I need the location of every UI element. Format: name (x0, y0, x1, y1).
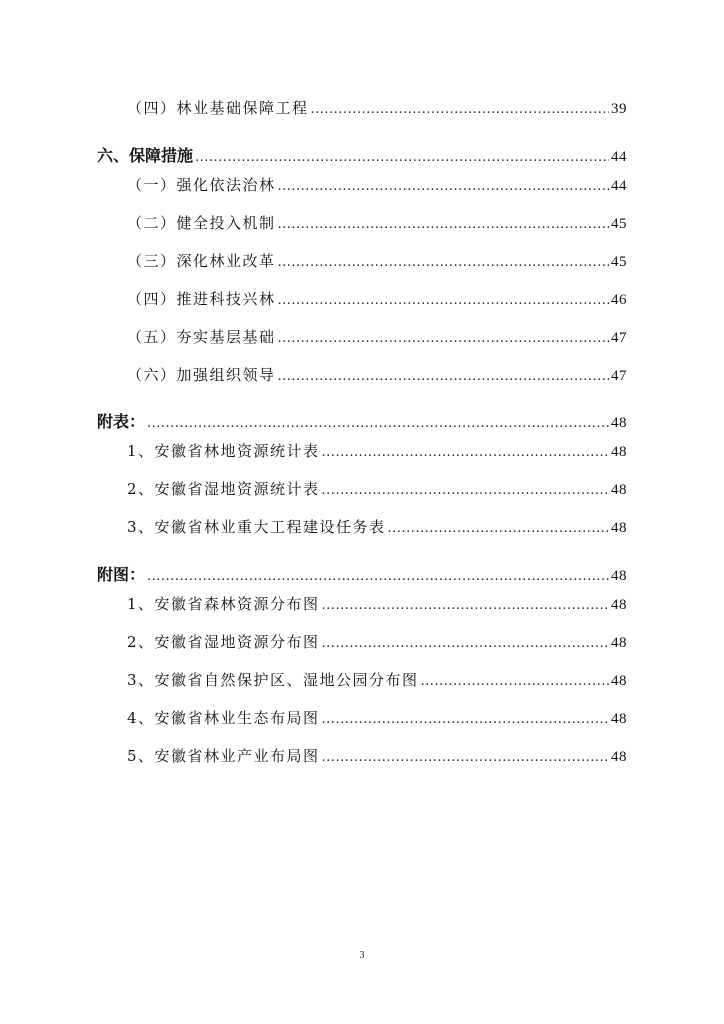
toc-entry[interactable] (0, 174, 724, 198)
toc-leader-dots (278, 293, 609, 308)
toc-entry-page: 48 (611, 568, 627, 584)
toc-entry-label: 3、安徽省林业重大工程建设任务表 (127, 518, 386, 536)
toc-entry-page: 48 (611, 597, 627, 613)
toc-leader-dots (322, 598, 609, 613)
toc-entry[interactable] (0, 364, 724, 388)
toc-entry[interactable] (0, 250, 724, 274)
toc-leader-dots (278, 331, 609, 346)
toc-leader-dots (278, 217, 609, 232)
toc-leader-dots (278, 369, 609, 384)
toc-entry-label: （一）强化依法治林 (127, 176, 276, 194)
toc-entry-page: 44 (611, 178, 627, 194)
toc-entry-page: 44 (611, 149, 627, 165)
toc-entry-page: 47 (611, 368, 627, 384)
toc-leader-dots (322, 712, 609, 727)
toc-entry[interactable] (0, 707, 724, 731)
toc-entry-page: 48 (611, 415, 627, 431)
toc-leader-dots (322, 483, 609, 498)
toc-entry-label: 5、安徽省林业产业布局图 (127, 747, 320, 765)
toc-entry-page: 48 (611, 673, 627, 689)
toc-entry-label: （五）夯实基层基础 (127, 328, 276, 346)
toc-entry[interactable] (0, 593, 724, 617)
toc-entry[interactable] (0, 326, 724, 350)
toc-entry[interactable] (0, 478, 724, 502)
toc-entry-label: 2、安徽省湿地资源分布图 (127, 633, 320, 651)
toc-entry[interactable] (0, 745, 724, 769)
toc-entry-page: 48 (611, 520, 627, 536)
toc-entry-page: 47 (611, 330, 627, 346)
toc-leader-dots (278, 179, 609, 194)
toc-entry[interactable] (0, 669, 724, 693)
toc-leader-dots (322, 445, 609, 460)
toc-entry-label: 3、安徽省自然保护区、湿地公园分布图 (127, 671, 419, 689)
toc-entry-page: 39 (611, 101, 627, 117)
toc-entry[interactable] (0, 440, 724, 464)
toc-leader-dots (147, 569, 609, 584)
toc-entry[interactable] (0, 516, 724, 540)
toc-entry-label: （二）健全投入机制 (127, 214, 276, 232)
toc-entry-page: 48 (611, 482, 627, 498)
toc-leader-dots (421, 674, 609, 689)
toc-entry-label: 附表： (97, 412, 146, 431)
toc-leader-dots (278, 255, 609, 270)
toc-entry-label: 六、保障措施 (97, 146, 194, 165)
toc-entry[interactable] (0, 631, 724, 655)
toc-entry-page: 48 (611, 444, 627, 460)
toc-section-heading[interactable] (0, 143, 724, 167)
toc-entry[interactable] (0, 97, 724, 121)
toc-entry-page: 48 (611, 711, 627, 727)
toc-entry-page: 48 (611, 635, 627, 651)
toc-entry[interactable] (0, 212, 724, 236)
toc-entry-page: 46 (611, 292, 627, 308)
page-number: 3 (359, 950, 365, 961)
toc-entry-label: 1、安徽省森林资源分布图 (127, 595, 320, 613)
toc-entry-label: （六）加强组织领导 (127, 366, 276, 384)
toc-entry-label: 附图： (97, 565, 146, 584)
toc-leader-dots (311, 102, 609, 117)
toc-entry[interactable] (0, 288, 724, 312)
toc-leader-dots (195, 150, 609, 165)
toc-section-heading[interactable] (0, 409, 724, 433)
toc-leader-dots (322, 750, 609, 765)
toc-entry-label: （四）推进科技兴林 (127, 290, 276, 308)
toc-entry-label: （三）深化林业改革 (127, 252, 276, 270)
toc-entry-label: 4、安徽省林业生态布局图 (127, 709, 320, 727)
toc-entry-label: （四）林业基础保障工程 (127, 99, 309, 117)
toc-leader-dots (147, 416, 609, 431)
toc-leader-dots (388, 521, 609, 536)
toc-entry-label: 1、安徽省林地资源统计表 (127, 442, 320, 460)
toc-section-heading[interactable] (0, 562, 724, 586)
toc-leader-dots (322, 636, 609, 651)
toc-entry-page: 45 (611, 216, 627, 232)
toc-entry-label: 2、安徽省湿地资源统计表 (127, 480, 320, 498)
toc-entry-page: 45 (611, 254, 627, 270)
toc-entry-page: 48 (611, 749, 627, 765)
